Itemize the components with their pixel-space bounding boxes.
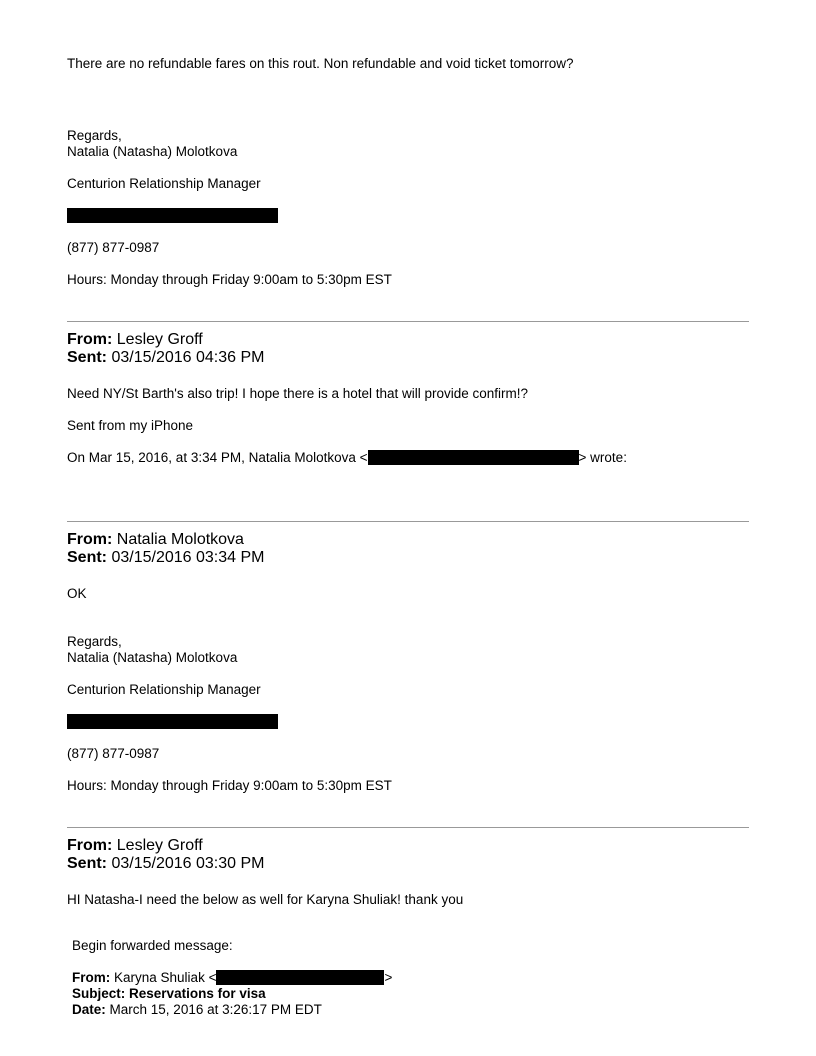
redaction-bar	[67, 208, 278, 223]
from-label: From:	[67, 331, 113, 348]
sent-label: Sent:	[67, 855, 107, 872]
message-from-header	[67, 837, 203, 855]
message-body-line: HI Natasha-I need the below as well for Karyna Shuliak! thank you	[67, 892, 464, 907]
from-value: Lesley Groff	[116, 331, 203, 348]
fwd-from-label: From:	[72, 970, 111, 985]
message-from-header	[67, 331, 203, 349]
signature-name: Natalia (Natasha) Molotkova	[67, 144, 238, 159]
signature-regards: Regards,	[67, 128, 122, 143]
message-from-header	[67, 531, 244, 549]
message-body-line: OK	[67, 586, 87, 601]
fwd-subject-label: Subject:	[72, 986, 126, 1001]
redaction-bar	[67, 714, 278, 729]
signature-hours: Hours: Monday through Friday 9:00am to 5:30pm EST	[67, 778, 392, 793]
quote-suffix: > wrote:	[578, 450, 627, 465]
forward-intro: Begin forwarded message:	[72, 938, 233, 953]
message-body-line: There are no refundable fares on this rout. Non refundable and void ticket tomorrow?	[67, 56, 574, 71]
from-value: Natalia Molotkova	[116, 531, 244, 548]
from-label: From:	[67, 837, 113, 854]
from-value: Lesley Groff	[116, 837, 203, 854]
message-divider	[67, 827, 749, 828]
forwarded-from	[72, 970, 392, 986]
message-sent-header	[67, 549, 264, 567]
signature-title: Centurion Relationship Manager	[67, 176, 261, 191]
signature-phone: (877) 877-0987	[67, 240, 160, 255]
fwd-date-value: March 15, 2016 at 3:26:17 PM EDT	[109, 1002, 322, 1017]
signature-regards: Regards,	[67, 634, 122, 649]
forwarded-subject	[72, 986, 266, 1002]
sent-value: 03/15/2016 03:30 PM	[111, 855, 265, 872]
fwd-from-suffix: >	[384, 970, 393, 985]
fwd-subject-value: Reservations for visa	[129, 986, 266, 1001]
sent-value: 03/15/2016 03:34 PM	[111, 549, 265, 566]
fwd-from-value: Karyna Shuliak <	[114, 970, 217, 985]
message-sent-header	[67, 855, 264, 873]
signature-hours: Hours: Monday through Friday 9:00am to 5:30pm EST	[67, 272, 392, 287]
from-label: From:	[67, 531, 113, 548]
forwarded-date	[72, 1002, 322, 1018]
sent-label: Sent:	[67, 349, 107, 366]
sent-label: Sent:	[67, 549, 107, 566]
message-divider	[67, 521, 749, 522]
message-divider	[67, 321, 749, 322]
sent-value: 03/15/2016 04:36 PM	[111, 349, 265, 366]
quote-prefix: On Mar 15, 2016, at 3:34 PM, Natalia Molotkova <	[67, 450, 368, 465]
message-sent-header	[67, 349, 264, 367]
fwd-date-label: Date:	[72, 1002, 106, 1017]
signature-title: Centurion Relationship Manager	[67, 682, 261, 697]
redaction-bar	[368, 450, 579, 465]
quoted-reply-line	[67, 450, 627, 466]
message-body-line: Need NY/St Barth's also trip! I hope there is a hotel that will provide confirm!?	[67, 386, 529, 401]
message-body-line: Sent from my iPhone	[67, 418, 194, 433]
signature-phone: (877) 877-0987	[67, 746, 160, 761]
signature-name: Natalia (Natasha) Molotkova	[67, 650, 238, 665]
redaction-bar	[216, 970, 384, 985]
